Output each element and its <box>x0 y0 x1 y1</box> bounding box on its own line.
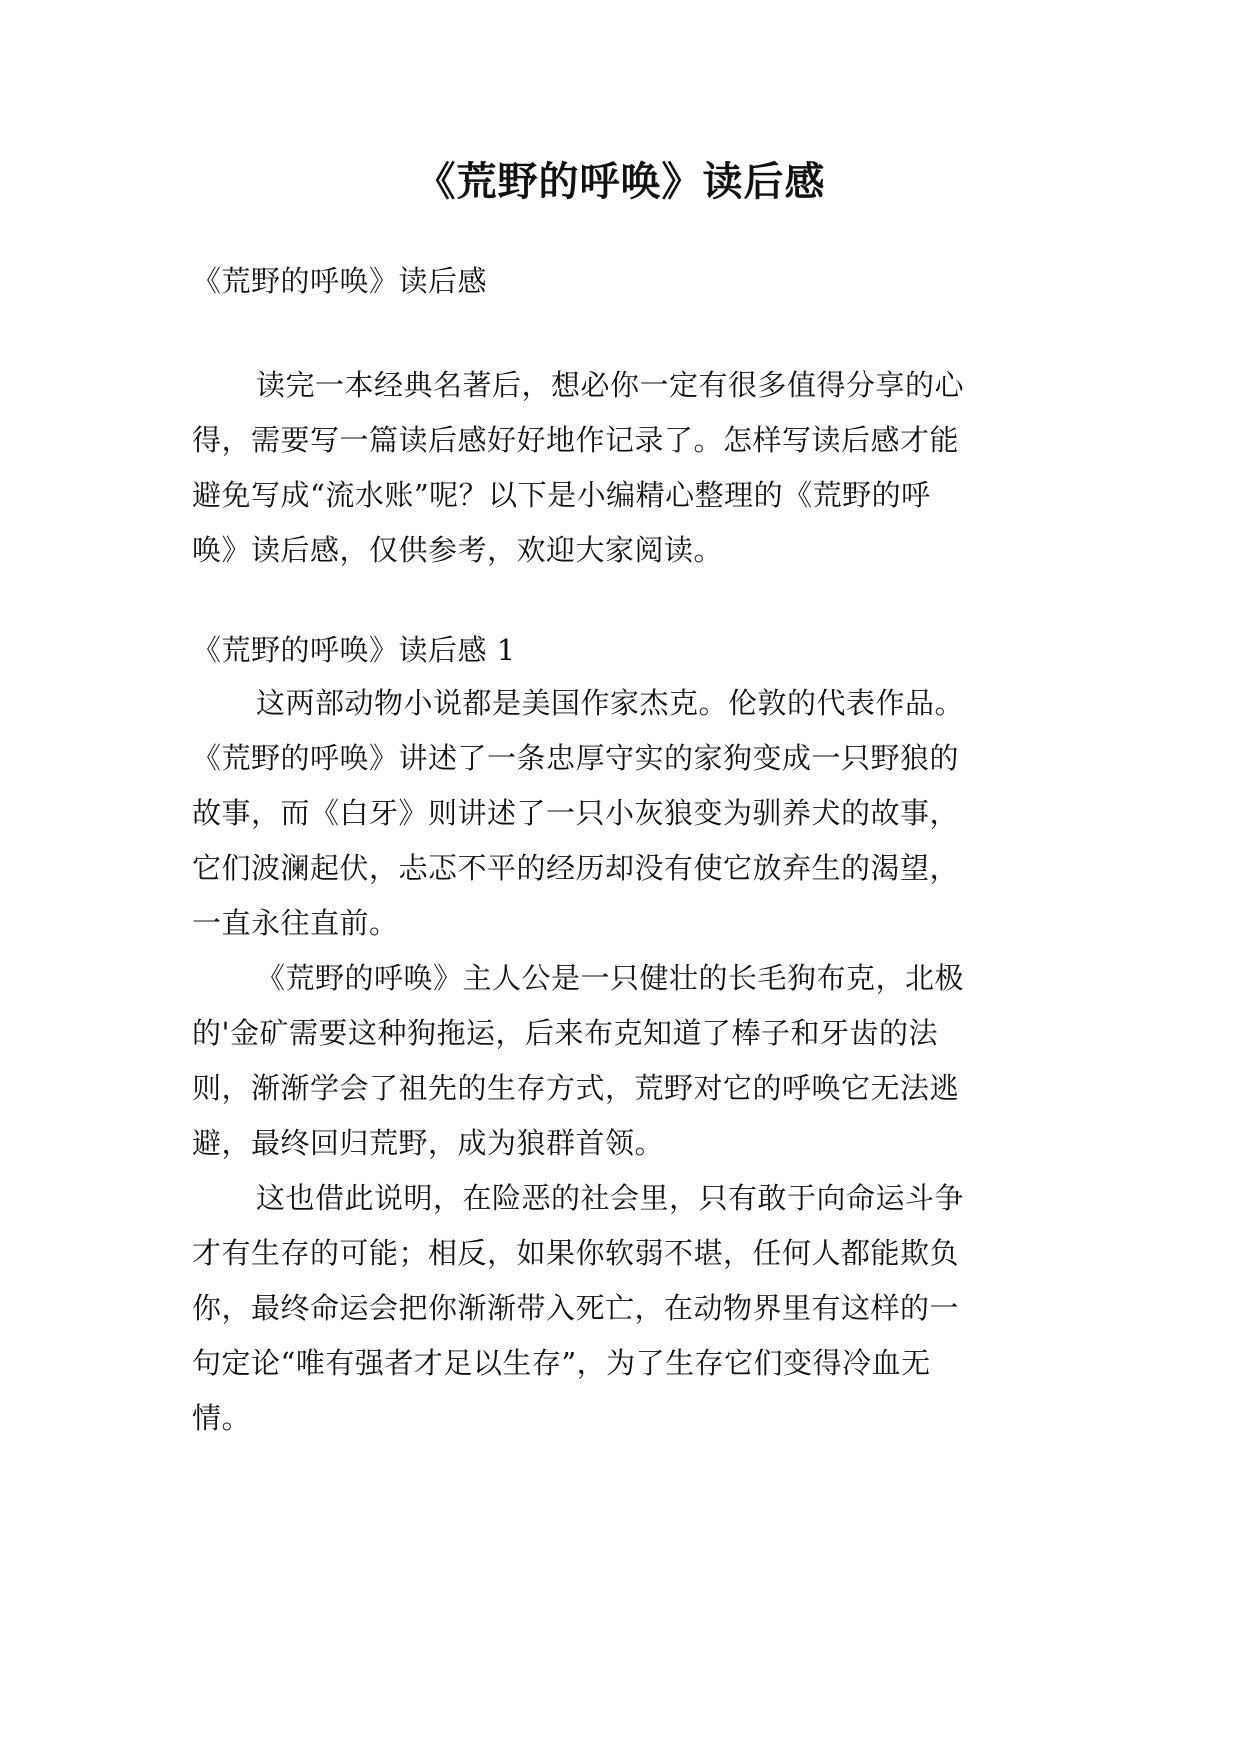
paragraph-line: 你，最终命运会把你渐渐带入死亡，在动物界里有这样的一 <box>192 1291 960 1325</box>
paragraph-line: 的'金矿需要这种狗拖运，后来布克知道了棒子和牙齿的法 <box>192 1016 938 1050</box>
paragraph-line: 情。 <box>192 1401 252 1435</box>
intro-line: 唤》读后感，仅供参考，欢迎大家阅读。 <box>192 533 724 567</box>
paragraph-line: 一直永往直前。 <box>192 906 399 940</box>
document-title: 《荒野的呼唤》读后感 <box>415 158 826 205</box>
paragraph-line: 这两部动物小说都是美国作家杰克。伦敦的代表作品。 <box>256 686 965 720</box>
paragraph-line: 《荒野的呼唤》讲述了一条忠厚守实的家狗变成一只野狼的 <box>192 741 960 775</box>
section-heading: 《荒野的呼唤》读后感 1 <box>192 633 516 667</box>
intro-line: 得，需要写一篇读后感好好地作记录了。怎样写读后感才能 <box>192 423 960 457</box>
paragraph-line: 这也借此说明，在险恶的社会里，只有敢于向命运斗争 <box>256 1181 965 1215</box>
document-subtitle: 《荒野的呼唤》读后感 <box>192 264 488 298</box>
paragraph-line: 它们波澜起伏，忐忑不平的经历却没有使它放弃生的渴望， <box>192 851 960 885</box>
intro-line: 读完一本经典名著后，想必你一定有很多值得分享的心 <box>256 368 965 402</box>
paragraph-line: 《荒野的呼唤》主人公是一只健壮的长毛狗布克，北极 <box>256 961 965 995</box>
paragraph-line: 才有生存的可能；相反，如果你软弱不堪，任何人都能欺负 <box>192 1236 960 1270</box>
paragraph-line: 故事，而《白牙》则讲述了一只小灰狼变为驯养犬的故事， <box>192 796 960 830</box>
intro-line: 避免写成“流水账”呢？以下是小编精心整理的《荒野的呼 <box>192 478 931 512</box>
paragraph-line: 避，最终回归荒野，成为狼群首领。 <box>192 1126 665 1160</box>
paragraph-line: 句定论“唯有强者才足以生存”，为了生存它们变得冷血无 <box>192 1346 931 1380</box>
paragraph-line: 则，渐渐学会了祖先的生存方式，荒野对它的呼唤它无法逃 <box>192 1071 960 1105</box>
